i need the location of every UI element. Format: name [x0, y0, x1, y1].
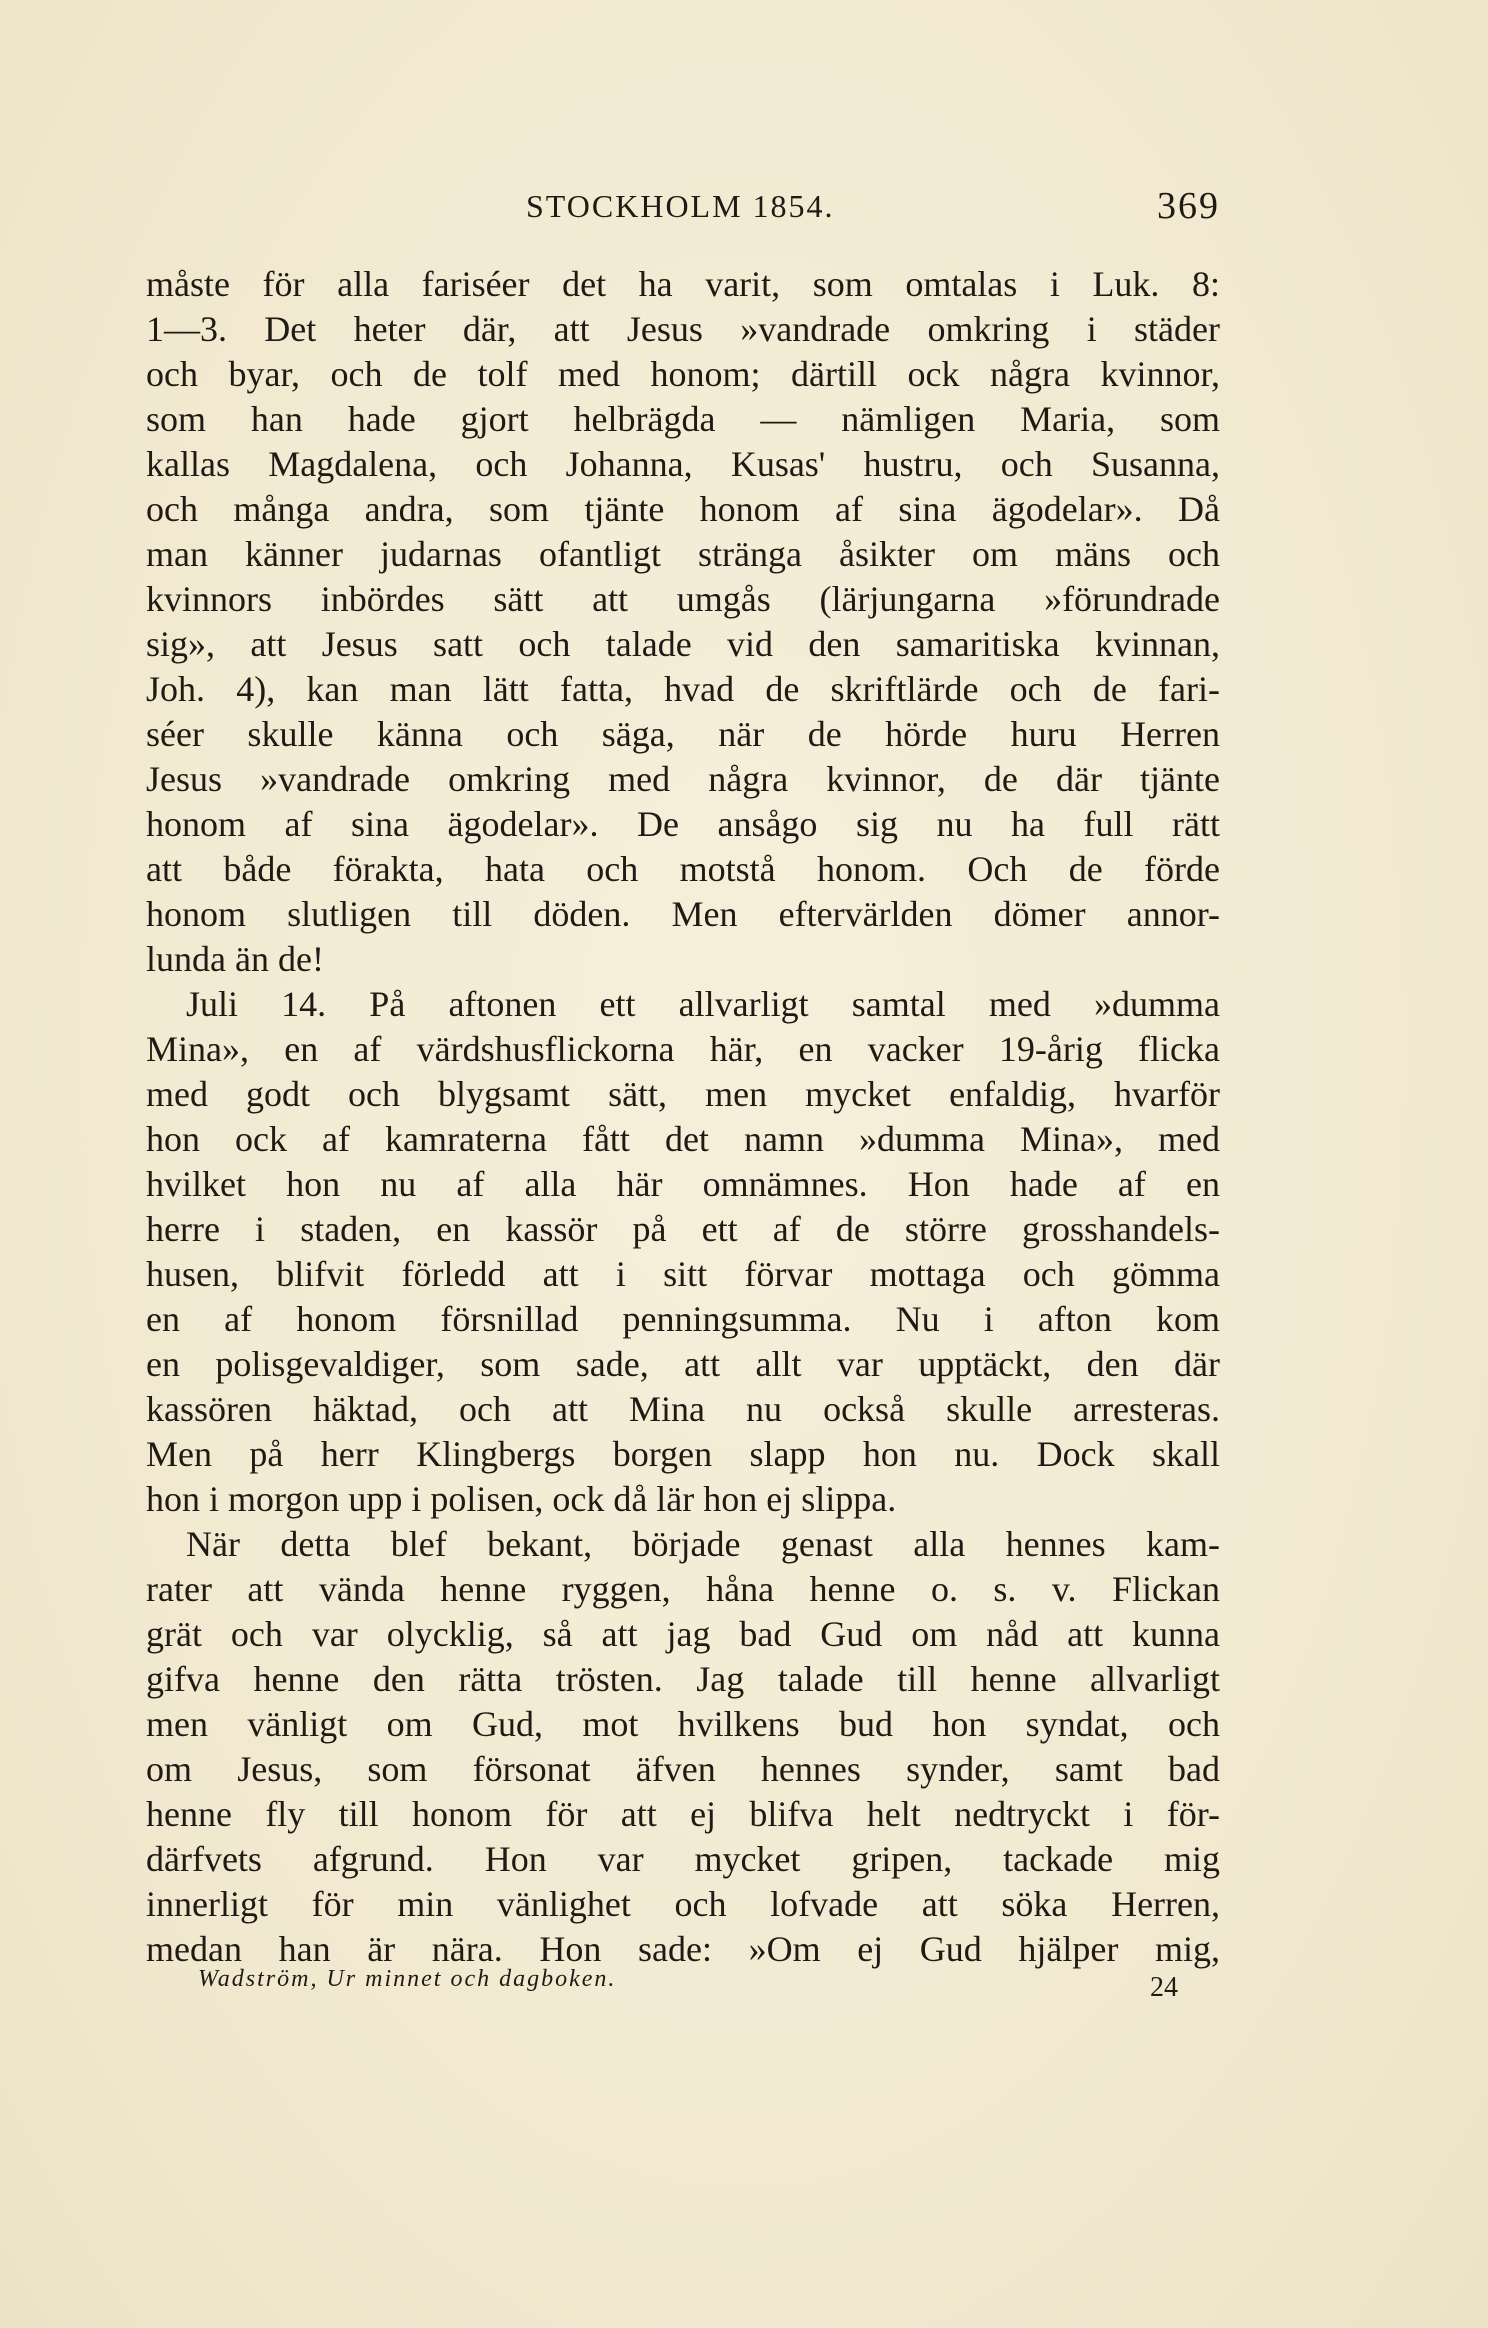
- text-line: Juli 14. På aftonen ett allvarligt samtal med »dumma: [186, 984, 1220, 1024]
- text-line: När detta blef bekant, började genast alla hennes kam-: [186, 1524, 1220, 1564]
- text-line: gifva henne den rätta trösten. Jag talade till henne allvarligt: [146, 1659, 1220, 1699]
- signature-mark: 24: [1150, 1972, 1178, 2003]
- header-title: STOCKHOLM 1854.: [526, 188, 835, 224]
- text-line: sig», att Jesus satt och talade vid den samaritiska kvinnan,: [146, 624, 1220, 664]
- text-line: honom af sina ägodelar». De ansågo sig nu ha full rätt: [146, 804, 1220, 844]
- text-line: henne fly till honom för att ej blifva helt nedtryckt i för-: [146, 1794, 1220, 1834]
- text-line: husen, blifvit förledd att i sitt förvar mottaga och gömma: [146, 1254, 1220, 1294]
- text-line: om Jesus, som försonat äfven hennes synder, samt bad: [146, 1749, 1220, 1789]
- text-line: och byar, och de tolf med honom; därtill ock några kvinnor,: [146, 354, 1220, 394]
- text-line: kassören häktad, och att Mina nu också skulle arresteras.: [146, 1389, 1220, 1429]
- text-line: en af honom försnillad penningsumma. Nu i afton kom: [146, 1299, 1220, 1339]
- text-line: Jesus »vandrade omkring med några kvinnor, de där tjänte: [146, 759, 1220, 799]
- text-line: Joh. 4), kan man lätt fatta, hvad de skriftlärde och de fari-: [146, 669, 1220, 709]
- text-line: Mina», en af värdshusflickorna här, en vacker 19-årig flicka: [146, 1029, 1220, 1069]
- text-line: rater att vända henne ryggen, håna henne o. s. v. Flickan: [146, 1569, 1220, 1609]
- text-line: Men på herr Klingbergs borgen slapp hon nu. Dock skall: [146, 1434, 1220, 1474]
- text-line: en polisgevaldiger, som sade, att allt var upptäckt, den där: [146, 1344, 1220, 1384]
- text-line: séer skulle känna och säga, när de hörde huru Herren: [146, 714, 1220, 754]
- text-line: därfvets afgrund. Hon var mycket gripen, tackade mig: [146, 1839, 1220, 1879]
- text-line: medan han är nära. Hon sade: »Om ej Gud hjälper mig,: [146, 1929, 1220, 1969]
- text-line: som han hade gjort helbrägda — nämligen Maria, som: [146, 399, 1220, 439]
- text-line: grät och var olycklig, så att jag bad Gud om nåd att kunna: [146, 1614, 1220, 1654]
- text-line: måste för alla fariséer det ha varit, som omtalas i Luk. 8:: [146, 264, 1220, 304]
- text-line: man känner judarnas ofantligt stränga åsikter om mäns och: [146, 534, 1220, 574]
- text-line: herre i staden, en kassör på ett af de större grosshandels-: [146, 1209, 1220, 1249]
- text-line: hon ock af kamraterna fått det namn »dumma Mina», med: [146, 1119, 1220, 1159]
- text-line: och många andra, som tjänte honom af sina ägodelar». Då: [146, 489, 1220, 529]
- text-line: men vänligt om Gud, mot hvilkens bud hon syndat, och: [146, 1704, 1220, 1744]
- page-number: 369: [1157, 185, 1220, 227]
- body-text: [146, 262, 1220, 1972]
- text-line: hon i morgon upp i polisen, ock då lär hon ej slippa.: [146, 1479, 897, 1519]
- text-line: innerligt för min vänlighet och lofvade att söka Herren,: [146, 1884, 1220, 1924]
- text-line: att både förakta, hata och motstå honom. Och de förde: [146, 849, 1220, 889]
- text-line: hvilket hon nu af alla här omnämnes. Hon hade af en: [146, 1164, 1220, 1204]
- text-line: 1—3. Det heter där, att Jesus »vandrade omkring i städer: [146, 309, 1220, 349]
- footer-source: Wadström, Ur minnet och dagboken.: [198, 1966, 617, 1992]
- text-line: honom slutligen till döden. Men eftervärlden dömer annor-: [146, 894, 1220, 934]
- text-line: kallas Magdalena, och Johanna, Kusas' hustru, och Susanna,: [146, 444, 1220, 484]
- text-line: lunda än de!: [146, 939, 324, 979]
- text-line: med godt och blygsamt sätt, men mycket enfaldig, hvarför: [146, 1074, 1220, 1114]
- running-header: [146, 178, 1220, 228]
- text-line: kvinnors inbördes sätt att umgås (lärjungarna »förundrade: [146, 579, 1220, 619]
- page-footer: [146, 1962, 1220, 2002]
